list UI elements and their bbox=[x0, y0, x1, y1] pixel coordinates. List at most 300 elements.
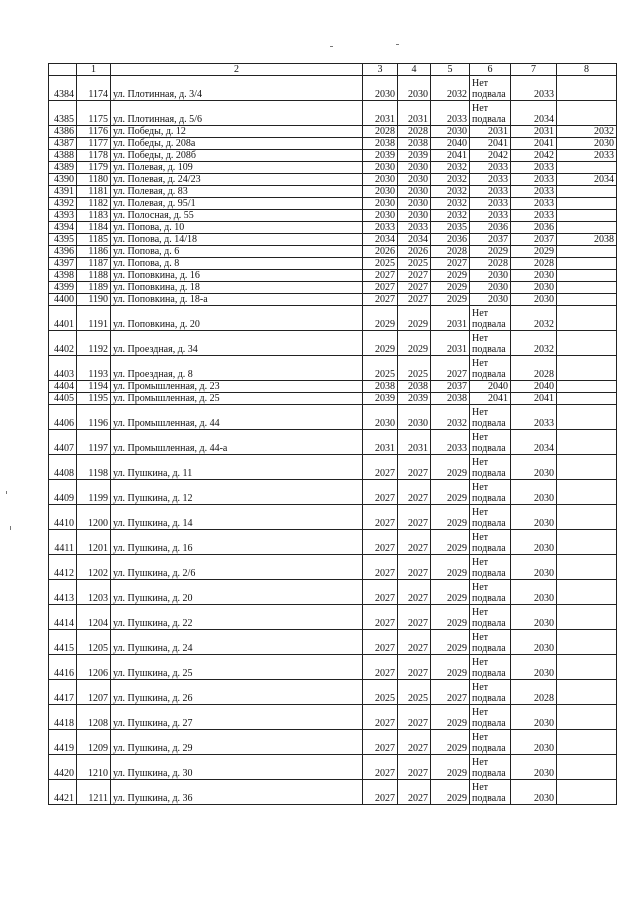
year-col8-cell bbox=[557, 755, 617, 780]
table-row bbox=[49, 780, 617, 805]
row-number-cell: 4421 bbox=[49, 780, 77, 805]
header-cell: 2 bbox=[111, 64, 363, 76]
no-basement-line2: подвала bbox=[472, 114, 506, 125]
year-col8-cell bbox=[557, 282, 617, 294]
house-id-cell: 1176 bbox=[77, 126, 111, 138]
year-col3-cell: 2027 bbox=[363, 294, 398, 306]
year-col7-cell: 2030 bbox=[511, 480, 557, 505]
table-row bbox=[49, 138, 617, 150]
address-cell: ул. Полевая, д. 95/1 bbox=[111, 198, 363, 210]
address-cell: ул. Промышленная, д. 44 bbox=[111, 405, 363, 430]
address-cell: ул. Пушкина, д. 30 bbox=[111, 755, 363, 780]
table-row bbox=[49, 430, 617, 455]
year-col4-cell: 2027 bbox=[398, 294, 431, 306]
year-col5-cell: 2029 bbox=[431, 630, 470, 655]
year-col8-cell bbox=[557, 393, 617, 405]
year-col3-cell: 2027 bbox=[363, 530, 398, 555]
address-cell: ул. Полевая, д. 83 bbox=[111, 186, 363, 198]
table-row bbox=[49, 222, 617, 234]
year-col8-cell bbox=[557, 530, 617, 555]
header-cell: 5 bbox=[431, 64, 470, 76]
year-col4-cell: 2038 bbox=[398, 381, 431, 393]
year-col7-cell: 2036 bbox=[511, 222, 557, 234]
row-number-cell: 4399 bbox=[49, 282, 77, 294]
year-col5-cell: 2033 bbox=[431, 101, 470, 126]
year-col5-cell: 2037 bbox=[431, 381, 470, 393]
no-basement-line1: Нет bbox=[472, 657, 489, 668]
scan-speck bbox=[330, 46, 333, 47]
year-col5-cell: 2032 bbox=[431, 76, 470, 101]
year-col8-cell bbox=[557, 680, 617, 705]
year-col4-cell: 2031 bbox=[398, 430, 431, 455]
year-col7-cell: 2034 bbox=[511, 101, 557, 126]
address-cell: ул. Пушкина, д. 12 bbox=[111, 480, 363, 505]
year-col5-cell: 2035 bbox=[431, 222, 470, 234]
year-col4-cell: 2027 bbox=[398, 605, 431, 630]
year-col7-cell: 2040 bbox=[511, 381, 557, 393]
address-cell: ул. Попова, д. 10 bbox=[111, 222, 363, 234]
table-row bbox=[49, 755, 617, 780]
house-id-cell: 1185 bbox=[77, 234, 111, 246]
no-basement-line2: подвала bbox=[472, 369, 506, 380]
table-row bbox=[49, 705, 617, 730]
no-basement-line1: Нет bbox=[472, 582, 489, 593]
year-col4-cell: 2027 bbox=[398, 480, 431, 505]
no-basement-line2: подвала bbox=[472, 418, 506, 429]
row-number-cell: 4403 bbox=[49, 356, 77, 381]
year-col7-cell: 2030 bbox=[511, 555, 557, 580]
year-col6-cell: 2033 bbox=[470, 210, 511, 222]
year-col6-cell bbox=[470, 605, 511, 630]
table-row bbox=[49, 630, 617, 655]
row-number-cell: 4406 bbox=[49, 405, 77, 430]
house-id-cell: 1187 bbox=[77, 258, 111, 270]
year-col3-cell: 2030 bbox=[363, 162, 398, 174]
row-number-cell: 4400 bbox=[49, 294, 77, 306]
year-col4-cell: 2027 bbox=[398, 780, 431, 805]
year-col5-cell: 2032 bbox=[431, 198, 470, 210]
row-number-cell: 4389 bbox=[49, 162, 77, 174]
row-number-cell: 4390 bbox=[49, 174, 77, 186]
year-col6-cell: 2030 bbox=[470, 270, 511, 282]
address-cell: ул. Полевая, д. 24/23 bbox=[111, 174, 363, 186]
year-col5-cell: 2029 bbox=[431, 282, 470, 294]
year-col5-cell: 2029 bbox=[431, 655, 470, 680]
no-basement-line2: подвала bbox=[472, 618, 506, 629]
no-basement-line2: подвала bbox=[472, 718, 506, 729]
year-col3-cell: 2027 bbox=[363, 730, 398, 755]
year-col5-cell: 2029 bbox=[431, 480, 470, 505]
year-col3-cell: 2031 bbox=[363, 101, 398, 126]
address-cell: ул. Пушкина, д. 11 bbox=[111, 455, 363, 480]
house-id-cell: 1201 bbox=[77, 530, 111, 555]
house-id-cell: 1210 bbox=[77, 755, 111, 780]
year-col4-cell: 2030 bbox=[398, 186, 431, 198]
header-row bbox=[49, 64, 617, 76]
no-basement-line1: Нет bbox=[472, 333, 489, 344]
row-number-cell: 4392 bbox=[49, 198, 77, 210]
year-col6-cell bbox=[470, 101, 511, 126]
address-cell: ул. Промышленная, д. 25 bbox=[111, 393, 363, 405]
year-col8-cell bbox=[557, 780, 617, 805]
no-basement-line1: Нет bbox=[472, 78, 489, 89]
address-cell: ул. Пушкина, д. 29 bbox=[111, 730, 363, 755]
house-id-cell: 1200 bbox=[77, 505, 111, 530]
year-col5-cell: 2027 bbox=[431, 356, 470, 381]
address-cell: ул. Пушкина, д. 24 bbox=[111, 630, 363, 655]
row-number-cell: 4420 bbox=[49, 755, 77, 780]
house-id-cell: 1203 bbox=[77, 580, 111, 605]
year-col7-cell: 2030 bbox=[511, 630, 557, 655]
row-number-cell: 4404 bbox=[49, 381, 77, 393]
header-cell: 7 bbox=[511, 64, 557, 76]
year-col4-cell: 2033 bbox=[398, 222, 431, 234]
year-col7-cell: 2033 bbox=[511, 186, 557, 198]
year-col7-cell: 2030 bbox=[511, 505, 557, 530]
year-col5-cell: 2032 bbox=[431, 162, 470, 174]
year-col4-cell: 2039 bbox=[398, 393, 431, 405]
year-col8-cell bbox=[557, 605, 617, 630]
table-row bbox=[49, 246, 617, 258]
no-basement-line1: Нет bbox=[472, 482, 489, 493]
year-col6-cell: 2033 bbox=[470, 186, 511, 198]
address-cell: ул. Поповкина, д. 16 bbox=[111, 270, 363, 282]
no-basement-line1: Нет bbox=[472, 557, 489, 568]
address-cell: ул. Пушкина, д. 16 bbox=[111, 530, 363, 555]
year-col3-cell: 2030 bbox=[363, 174, 398, 186]
year-col3-cell: 2030 bbox=[363, 405, 398, 430]
table-row bbox=[49, 186, 617, 198]
row-number-cell: 4395 bbox=[49, 234, 77, 246]
year-col4-cell: 2027 bbox=[398, 270, 431, 282]
no-basement-line1: Нет bbox=[472, 532, 489, 543]
year-col8-cell bbox=[557, 455, 617, 480]
address-cell: ул. Пушкина, д. 20 bbox=[111, 580, 363, 605]
year-col4-cell: 2025 bbox=[398, 356, 431, 381]
year-col3-cell: 2033 bbox=[363, 222, 398, 234]
year-col5-cell: 2036 bbox=[431, 234, 470, 246]
house-id-cell: 1192 bbox=[77, 331, 111, 356]
table-row bbox=[49, 234, 617, 246]
no-basement-line2: подвала bbox=[472, 643, 506, 654]
table-row bbox=[49, 381, 617, 393]
year-col4-cell: 2030 bbox=[398, 76, 431, 101]
scan-speck bbox=[10, 526, 11, 530]
house-id-cell: 1204 bbox=[77, 605, 111, 630]
no-basement-line2: подвала bbox=[472, 493, 506, 504]
header-cell: 3 bbox=[363, 64, 398, 76]
year-col6-cell bbox=[470, 331, 511, 356]
address-cell: ул. Попова, д. 6 bbox=[111, 246, 363, 258]
house-id-cell: 1196 bbox=[77, 405, 111, 430]
year-col7-cell: 2031 bbox=[511, 126, 557, 138]
year-col7-cell: 2030 bbox=[511, 282, 557, 294]
year-col8-cell bbox=[557, 630, 617, 655]
no-basement-line2: подвала bbox=[472, 768, 506, 779]
year-col7-cell: 2030 bbox=[511, 755, 557, 780]
year-col5-cell: 2040 bbox=[431, 138, 470, 150]
house-id-cell: 1197 bbox=[77, 430, 111, 455]
row-number-cell: 4384 bbox=[49, 76, 77, 101]
year-col8-cell bbox=[557, 580, 617, 605]
house-id-cell: 1211 bbox=[77, 780, 111, 805]
row-number-cell: 4419 bbox=[49, 730, 77, 755]
year-col4-cell: 2038 bbox=[398, 138, 431, 150]
address-cell: ул. Пушкина, д. 26 bbox=[111, 680, 363, 705]
year-col8-cell bbox=[557, 480, 617, 505]
year-col4-cell: 2025 bbox=[398, 680, 431, 705]
address-cell: ул. Попова, д. 8 bbox=[111, 258, 363, 270]
year-col6-cell: 2030 bbox=[470, 282, 511, 294]
year-col8-cell bbox=[557, 198, 617, 210]
address-cell: ул. Плотинная, д. 5/6 bbox=[111, 101, 363, 126]
year-col7-cell: 2042 bbox=[511, 150, 557, 162]
year-col7-cell: 2030 bbox=[511, 605, 557, 630]
table-row bbox=[49, 555, 617, 580]
no-basement-line1: Нет bbox=[472, 432, 489, 443]
year-col5-cell: 2030 bbox=[431, 126, 470, 138]
year-col6-cell bbox=[470, 555, 511, 580]
scan-speck bbox=[396, 44, 399, 45]
year-col7-cell: 2034 bbox=[511, 430, 557, 455]
year-col6-cell bbox=[470, 780, 511, 805]
table-row bbox=[49, 294, 617, 306]
house-id-cell: 1202 bbox=[77, 555, 111, 580]
year-col6-cell bbox=[470, 76, 511, 101]
year-col8-cell bbox=[557, 730, 617, 755]
row-number-cell: 4385 bbox=[49, 101, 77, 126]
no-basement-line1: Нет bbox=[472, 358, 489, 369]
no-basement-line2: подвала bbox=[472, 543, 506, 554]
year-col7-cell: 2033 bbox=[511, 405, 557, 430]
no-basement-line2: подвала bbox=[472, 593, 506, 604]
year-col7-cell: 2032 bbox=[511, 331, 557, 356]
house-id-cell: 1199 bbox=[77, 480, 111, 505]
year-col8-cell bbox=[557, 258, 617, 270]
table-row bbox=[49, 282, 617, 294]
year-col6-cell: 2040 bbox=[470, 381, 511, 393]
year-col5-cell: 2031 bbox=[431, 331, 470, 356]
row-number-cell: 4387 bbox=[49, 138, 77, 150]
house-id-cell: 1198 bbox=[77, 455, 111, 480]
year-col7-cell: 2028 bbox=[511, 258, 557, 270]
year-col5-cell: 2041 bbox=[431, 150, 470, 162]
year-col5-cell: 2027 bbox=[431, 680, 470, 705]
year-col3-cell: 2038 bbox=[363, 138, 398, 150]
table-row bbox=[49, 101, 617, 126]
address-cell: ул. Победы, д. 208б bbox=[111, 150, 363, 162]
year-col7-cell: 2030 bbox=[511, 270, 557, 282]
year-col3-cell: 2028 bbox=[363, 126, 398, 138]
year-col3-cell: 2027 bbox=[363, 655, 398, 680]
year-col8-cell bbox=[557, 505, 617, 530]
table-row bbox=[49, 76, 617, 101]
year-col5-cell: 2033 bbox=[431, 430, 470, 455]
year-col7-cell: 2033 bbox=[511, 210, 557, 222]
year-col6-cell bbox=[470, 655, 511, 680]
year-col5-cell: 2029 bbox=[431, 730, 470, 755]
year-col3-cell: 2030 bbox=[363, 76, 398, 101]
row-number-cell: 4411 bbox=[49, 530, 77, 555]
year-col6-cell: 2042 bbox=[470, 150, 511, 162]
table-row bbox=[49, 150, 617, 162]
year-col4-cell: 2039 bbox=[398, 150, 431, 162]
year-col5-cell: 2029 bbox=[431, 455, 470, 480]
no-basement-line2: подвала bbox=[472, 468, 506, 479]
year-col3-cell: 2029 bbox=[363, 306, 398, 331]
year-col6-cell bbox=[470, 530, 511, 555]
address-cell: ул. Пушкина, д. 2/6 bbox=[111, 555, 363, 580]
table-row bbox=[49, 162, 617, 174]
table-row bbox=[49, 455, 617, 480]
table-row bbox=[49, 655, 617, 680]
year-col6-cell: 2030 bbox=[470, 294, 511, 306]
year-col7-cell: 2033 bbox=[511, 198, 557, 210]
no-basement-line1: Нет bbox=[472, 732, 489, 743]
address-cell: ул. Полевая, д. 109 bbox=[111, 162, 363, 174]
year-col8-cell bbox=[557, 246, 617, 258]
year-col5-cell: 2029 bbox=[431, 270, 470, 282]
table-row bbox=[49, 393, 617, 405]
house-id-cell: 1206 bbox=[77, 655, 111, 680]
year-col3-cell: 2027 bbox=[363, 505, 398, 530]
no-basement-line2: подвала bbox=[472, 668, 506, 679]
year-col4-cell: 2029 bbox=[398, 331, 431, 356]
row-number-cell: 4417 bbox=[49, 680, 77, 705]
year-col8-cell: 2032 bbox=[557, 126, 617, 138]
year-col7-cell: 2032 bbox=[511, 306, 557, 331]
row-number-cell: 4397 bbox=[49, 258, 77, 270]
row-number-cell: 4416 bbox=[49, 655, 77, 680]
year-col8-cell bbox=[557, 294, 617, 306]
year-col4-cell: 2027 bbox=[398, 730, 431, 755]
no-basement-line1: Нет bbox=[472, 507, 489, 518]
year-col4-cell: 2027 bbox=[398, 455, 431, 480]
year-col8-cell bbox=[557, 705, 617, 730]
table-row bbox=[49, 270, 617, 282]
table-row bbox=[49, 126, 617, 138]
year-col8-cell: 2030 bbox=[557, 138, 617, 150]
no-basement-line1: Нет bbox=[472, 457, 489, 468]
year-col5-cell: 2038 bbox=[431, 393, 470, 405]
year-col3-cell: 2031 bbox=[363, 430, 398, 455]
year-col7-cell: 2029 bbox=[511, 246, 557, 258]
year-col8-cell bbox=[557, 222, 617, 234]
row-number-cell: 4401 bbox=[49, 306, 77, 331]
scan-speck bbox=[6, 491, 7, 494]
address-cell: ул. Поповкина, д. 20 bbox=[111, 306, 363, 331]
year-col8-cell: 2038 bbox=[557, 234, 617, 246]
house-id-cell: 1193 bbox=[77, 356, 111, 381]
house-id-cell: 1190 bbox=[77, 294, 111, 306]
year-col5-cell: 2029 bbox=[431, 505, 470, 530]
year-col6-cell: 2029 bbox=[470, 246, 511, 258]
year-col8-cell bbox=[557, 101, 617, 126]
row-number-cell: 4402 bbox=[49, 331, 77, 356]
year-col3-cell: 2029 bbox=[363, 331, 398, 356]
year-col4-cell: 2030 bbox=[398, 174, 431, 186]
year-col3-cell: 2027 bbox=[363, 780, 398, 805]
table-row bbox=[49, 258, 617, 270]
no-basement-line1: Нет bbox=[472, 757, 489, 768]
row-number-cell: 4418 bbox=[49, 705, 77, 730]
year-col3-cell: 2027 bbox=[363, 480, 398, 505]
year-col7-cell: 2030 bbox=[511, 580, 557, 605]
house-id-cell: 1189 bbox=[77, 282, 111, 294]
year-col4-cell: 2029 bbox=[398, 306, 431, 331]
no-basement-line2: подвала bbox=[472, 693, 506, 704]
year-col6-cell: 2028 bbox=[470, 258, 511, 270]
address-cell: ул. Промышленная, д. 23 bbox=[111, 381, 363, 393]
house-id-cell: 1181 bbox=[77, 186, 111, 198]
year-col8-cell bbox=[557, 555, 617, 580]
year-col8-cell bbox=[557, 186, 617, 198]
year-col6-cell: 2037 bbox=[470, 234, 511, 246]
year-col5-cell: 2029 bbox=[431, 580, 470, 605]
table-row bbox=[49, 405, 617, 430]
year-col4-cell: 2034 bbox=[398, 234, 431, 246]
no-basement-line2: подвала bbox=[472, 443, 506, 454]
year-col6-cell bbox=[470, 680, 511, 705]
year-col7-cell: 2041 bbox=[511, 138, 557, 150]
year-col4-cell: 2027 bbox=[398, 755, 431, 780]
year-col5-cell: 2029 bbox=[431, 555, 470, 580]
year-col6-cell: 2033 bbox=[470, 174, 511, 186]
row-number-cell: 4408 bbox=[49, 455, 77, 480]
year-col6-cell bbox=[470, 405, 511, 430]
year-col3-cell: 2034 bbox=[363, 234, 398, 246]
year-col6-cell bbox=[470, 430, 511, 455]
no-basement-line1: Нет bbox=[472, 308, 489, 319]
year-col8-cell bbox=[557, 430, 617, 455]
year-col4-cell: 2030 bbox=[398, 162, 431, 174]
year-col4-cell: 2027 bbox=[398, 655, 431, 680]
house-id-cell: 1179 bbox=[77, 162, 111, 174]
house-id-cell: 1182 bbox=[77, 198, 111, 210]
year-col3-cell: 2027 bbox=[363, 605, 398, 630]
row-number-cell: 4386 bbox=[49, 126, 77, 138]
table-row bbox=[49, 210, 617, 222]
year-col3-cell: 2030 bbox=[363, 186, 398, 198]
house-id-cell: 1180 bbox=[77, 174, 111, 186]
table-body bbox=[49, 76, 617, 805]
row-number-cell: 4410 bbox=[49, 505, 77, 530]
header-cell: 6 bbox=[470, 64, 511, 76]
no-basement-line2: подвала bbox=[472, 518, 506, 529]
year-col6-cell bbox=[470, 580, 511, 605]
no-basement-line2: подвала bbox=[472, 743, 506, 754]
year-col7-cell: 2041 bbox=[511, 393, 557, 405]
year-col3-cell: 2038 bbox=[363, 381, 398, 393]
year-col3-cell: 2039 bbox=[363, 150, 398, 162]
row-number-cell: 4407 bbox=[49, 430, 77, 455]
year-col4-cell: 2027 bbox=[398, 580, 431, 605]
year-col6-cell: 2033 bbox=[470, 162, 511, 174]
year-col3-cell: 2025 bbox=[363, 680, 398, 705]
row-number-cell: 4409 bbox=[49, 480, 77, 505]
house-id-cell: 1188 bbox=[77, 270, 111, 282]
house-id-cell: 1174 bbox=[77, 76, 111, 101]
year-col4-cell: 2030 bbox=[398, 405, 431, 430]
year-col6-cell bbox=[470, 730, 511, 755]
table-row bbox=[49, 730, 617, 755]
year-col7-cell: 2033 bbox=[511, 76, 557, 101]
year-col5-cell: 2032 bbox=[431, 174, 470, 186]
address-cell: ул. Победы, д. 12 bbox=[111, 126, 363, 138]
no-basement-line1: Нет bbox=[472, 103, 489, 114]
table-row bbox=[49, 580, 617, 605]
house-id-cell: 1184 bbox=[77, 222, 111, 234]
